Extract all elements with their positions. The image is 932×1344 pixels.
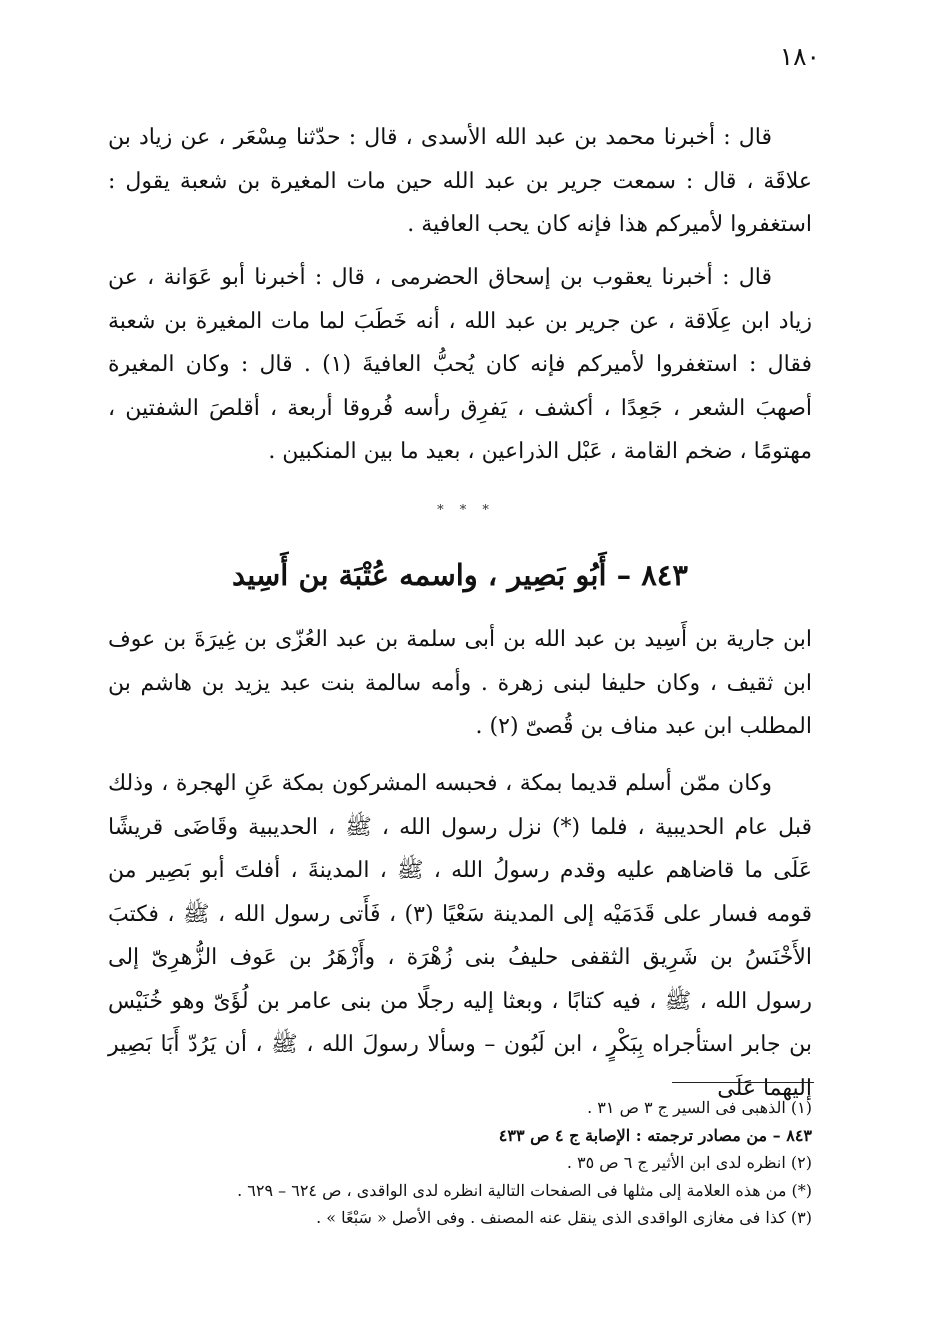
- paragraph-block: [108, 618, 812, 749]
- footnote: (١) الذهبى فى السير ج ٣ ص ٣١ .: [587, 1098, 812, 1117]
- footnotes: [90, 1094, 812, 1232]
- paragraph: قال : أخبرنا محمد بن عبد الله الأسدى ، قال : حدّثنا مِسْعَر ، عن زياد بن علاقَة ، قال : سمعت جرير بن عبد الله حين مات المغيرة بن شعبة يقول : استغفروا لأميركم هذا فإنه كان يحب العافية .: [108, 125, 812, 237]
- footnote: (٣) كذا فى مغازى الواقدى الذى ينقل عنه المصنف . وفى الأصل « سَبْعًا » .: [316, 1208, 812, 1227]
- paragraph-block: [108, 116, 812, 247]
- footnote-sources: ٨٤٣ – من مصادر ترجمته : الإصابة ج ٤ ص ٤٣٣: [498, 1125, 812, 1145]
- footnote: (*) من هذه العلامة إلى مثلها فى الصفحات التالية انظره لدى الواقدى ، ص ٦٢٤ – ٦٢٩ .: [237, 1180, 812, 1200]
- paragraph-block: [108, 762, 812, 1110]
- entry-heading: ٨٤٣ – أَبُو بَصِير ، واسمه عُتْبَة بن أَسِيد: [232, 558, 688, 592]
- page-number: ١٨٠: [779, 42, 820, 71]
- paragraph: وكان ممّن أسلم قديما بمكة ، فحبسه المشركون بمكة عَنِ الهجرة ، وذلك قبل عام الحديبية ، فلما (*) نزل رسول الله ، ﷺ ، الحديبية وقَاضَى قريشًا عَلَى ما قاضاهم عليه وقدم رسولُ الله ، ﷺ ، المدينةَ ، أفلتَ أبو بَصِير من قومه فسار على قَدَمَيْه إلى المدينة سَعْيًا (٣) ، فَأَتى رسول الله ، ﷺ ، فكتبَ الأَخْنَسُ بن شَرِيق الثقفى حليفُ بنى زُهْرَة ، وأَزْهَرُ بن عَوف الزُّهرِىّ إلى رسول الله ، ﷺ ، فيه كتابًا ، وبعثا إليه رجلًا من بنى عامر بن لُؤَىّ وهو خُنَيْس بن جابر استأجراه بِبَكْرٍ ، ابن لَبُون – وسألا رسولَ الله ، ﷺ ، أن يَرُدّ أَبَا بَصِير إليهما عَلَى: [108, 771, 812, 1101]
- paragraph-block: [108, 256, 812, 474]
- footnote-divider: [672, 1082, 814, 1083]
- paragraph: ابن جارية بن أَسِيد بن عبد الله بن أبى سلمة بن عبد العُزّى بن غِيرَةَ بن عوف ابن ثقيف ، وكان حليفا لبنى زهرة . وأمه سالمة بنت عبد يزيد بن هاشم بن المطلب ابن عبد مناف بن قُصىّ (٢) .: [108, 627, 812, 739]
- section-separator: * * *: [437, 503, 495, 518]
- footnote: (٢) انظره لدى ابن الأثير ج ٦ ص ٣٥ .: [566, 1153, 812, 1172]
- paragraph: قال : أخبرنا يعقوب بن إسحاق الحضرمى ، قال : أخبرنا أبو عَوَانة ، عن زياد ابن عِلَاقة ، عن جرير بن عبد الله ، أنه خَطَبَ لما مات المغيرة بن شعبة فقال : استغفروا لأميركم فإنه كان يُحبُّ العافيةَ (١) . قال : وكان المغيرة أصهبَ الشعر ، جَعِدًا ، أكشف ، يَفرِق رأسه فُروقا أربعة ، أقلصَ الشفتين ، مهتومًا ، ضخم القامة ، عَبْل الذراعين ، بعيد ما بين المنكبين .: [108, 265, 812, 464]
